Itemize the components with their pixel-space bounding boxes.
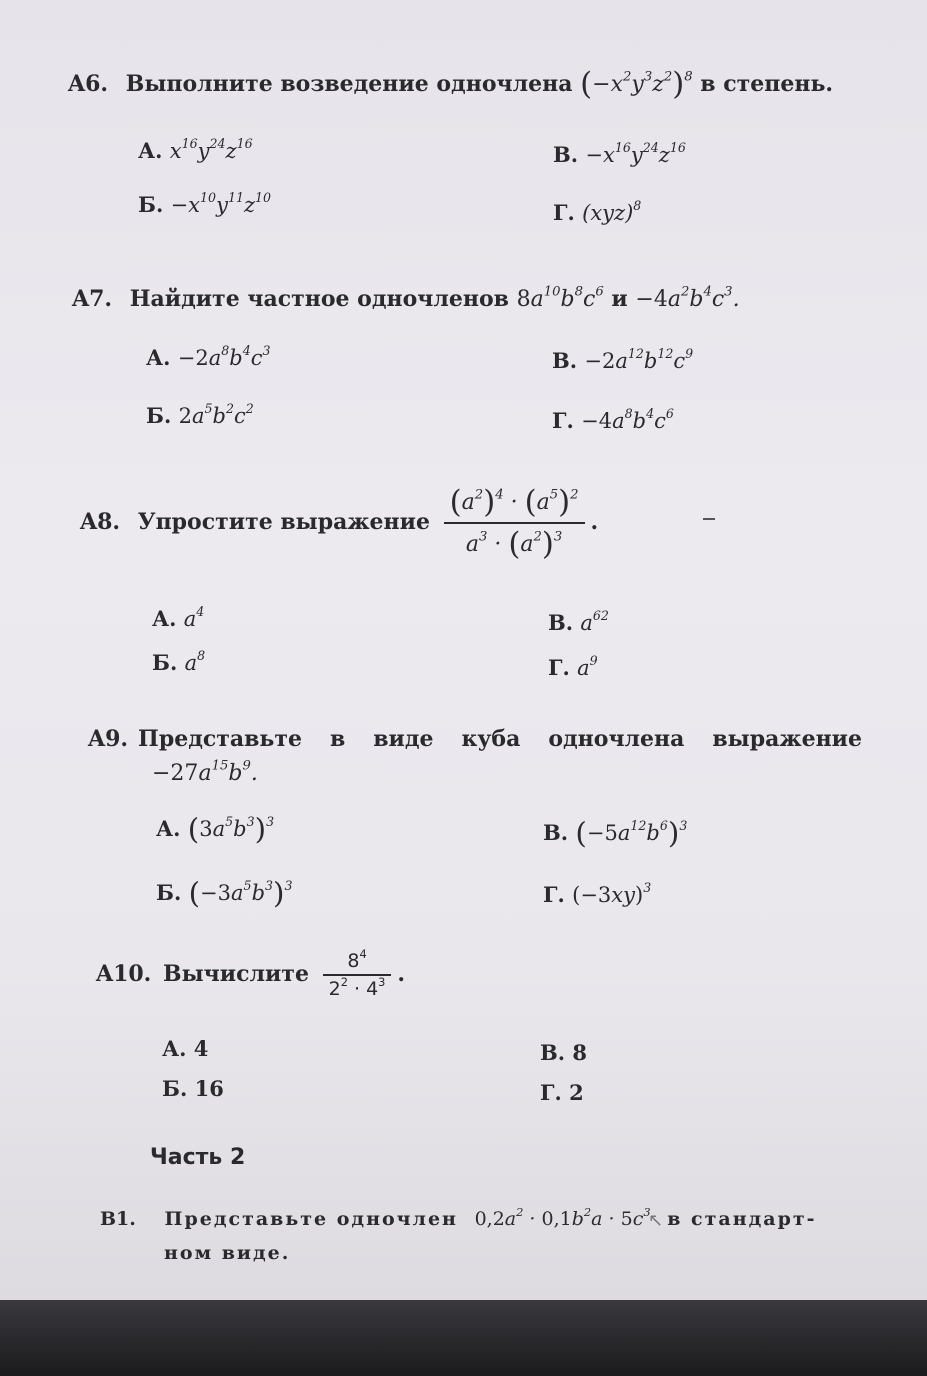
option-label: Г.	[543, 882, 565, 907]
question-number: A10.	[96, 961, 152, 987]
question-a9-expression: $-27a^{15}b^9$.	[152, 758, 258, 786]
question-text: Выполните возведение одночлена	[125, 70, 573, 97]
answer-option[interactable]: Б. $a^8$	[152, 647, 206, 675]
answer-option[interactable]: Г. $-4a^8b^4c^6$	[552, 405, 674, 433]
option-label: Б.	[138, 192, 164, 217]
option-label: В.	[540, 1040, 566, 1065]
option-label: А.	[152, 606, 177, 631]
answer-option[interactable]: В. $-x^{16}y^{24}z^{16}$	[553, 139, 686, 167]
question-a7	[72, 286, 740, 312]
conjunction: и	[611, 286, 628, 312]
answer-option[interactable]: Б. $(-3a^5b^3)^3$	[156, 876, 293, 910]
answer-option[interactable]: Г. $(-3xy)^3$	[543, 879, 652, 907]
answer-option[interactable]: А. $x^{16}y^{24}z^{16}$	[138, 135, 253, 163]
math-expression: $0,2a^2 \cdot 0,1b^2a \cdot 5c^3$	[474, 1204, 651, 1230]
question-a9	[88, 726, 862, 752]
option-label: Б.	[156, 880, 182, 906]
option-label: В.	[552, 348, 578, 373]
pen-mark	[703, 518, 715, 520]
answer-option[interactable]	[162, 1036, 208, 1061]
option-label: А.	[146, 345, 171, 370]
question-b1-line2: ном виде.	[164, 1242, 291, 1264]
screen-bezel	[0, 1300, 927, 1376]
answer-option[interactable]: Г. (xyz)$^8$	[553, 197, 642, 225]
fraction-expression: $\frac{(a^2)^4 \cdot (a^5)^2}{a^3 \cdot (a^2)^3}$	[444, 484, 585, 562]
option-label: Б.	[152, 650, 178, 675]
question-text: Упростите выражение	[137, 509, 430, 535]
question-text: Найдите частное одночленов	[129, 286, 509, 312]
answer-option[interactable]: Г. $a^9$	[548, 652, 598, 680]
option-value: 2	[569, 1080, 584, 1105]
answer-option[interactable]	[540, 1040, 587, 1065]
question-number: A6.	[68, 70, 109, 97]
option-label: Г.	[553, 200, 575, 225]
section-heading: Часть 2	[150, 1145, 246, 1170]
option-value: 16	[194, 1076, 224, 1101]
question-number: A8.	[80, 509, 121, 535]
answer-option[interactable]: А. $a^4$	[152, 603, 205, 631]
option-label: Б.	[162, 1076, 188, 1101]
question-number: В1.	[100, 1208, 136, 1230]
option-value: 4	[193, 1036, 209, 1061]
answer-option[interactable]	[540, 1080, 584, 1105]
question-text-tail: в стандарт-	[667, 1208, 817, 1230]
option-label: В.	[548, 610, 574, 635]
question-text-tail: в степень.	[700, 70, 834, 97]
answer-option[interactable]	[162, 1076, 224, 1101]
option-label: В.	[553, 142, 579, 167]
option-label: А.	[138, 138, 163, 163]
answer-option[interactable]: В. $-2a^{12}b^{12}c^9$	[552, 345, 694, 373]
answer-option[interactable]: Б. $-x^{10}y^{11}z^{10}$	[138, 189, 272, 217]
option-label: Б.	[146, 403, 172, 428]
question-text: Вычислите	[163, 961, 309, 987]
question-text: Представьте в виде куба одночлена выражение	[138, 726, 862, 752]
math-expression: $-4a^2b^4c^3$.	[635, 284, 740, 312]
answer-option[interactable]: А. $-2a^8b^4c^3$	[146, 342, 271, 370]
question-text: Представьте одночлен	[164, 1208, 458, 1230]
option-label: А.	[162, 1036, 187, 1061]
question-a8: A8. Упростите выражение $\frac{(a^2)^4 \cdot (a^5)^2}{a^3 \cdot (a^2)^3}$ .	[80, 484, 599, 562]
answer-option[interactable]: А. $(3a^5b^3)^3$	[156, 812, 275, 846]
math-expression: $(-x^2y^3z^2)^8$	[580, 66, 693, 102]
question-a10: A10. Вычислите $\frac{8^4}{2^2 \cdot 4^3}$ .	[96, 946, 406, 1000]
question-b1	[100, 1204, 817, 1230]
answer-option[interactable]: В. $a^{62}$	[548, 607, 609, 635]
math-expression: $8a^{10}b^8c^6$	[516, 284, 604, 312]
answer-option[interactable]: Б. $2a^5b^2c^2$	[146, 400, 254, 428]
mouse-cursor-icon: ↖	[648, 1210, 664, 1231]
option-label: Г.	[548, 655, 570, 680]
option-label: В.	[543, 820, 569, 846]
question-number: A9.	[88, 726, 129, 752]
option-label: А.	[156, 816, 181, 842]
answer-option[interactable]: В. $(-5a^{12}b^6)^3$	[543, 816, 688, 850]
question-number: A7.	[72, 286, 113, 312]
option-value: 8	[572, 1040, 587, 1065]
option-label: Г.	[540, 1080, 562, 1105]
question-a6	[68, 66, 833, 102]
option-label: Г.	[552, 408, 574, 433]
fraction-expression: $\frac{8^4}{2^2 \cdot 4^3}$	[323, 950, 392, 1000]
